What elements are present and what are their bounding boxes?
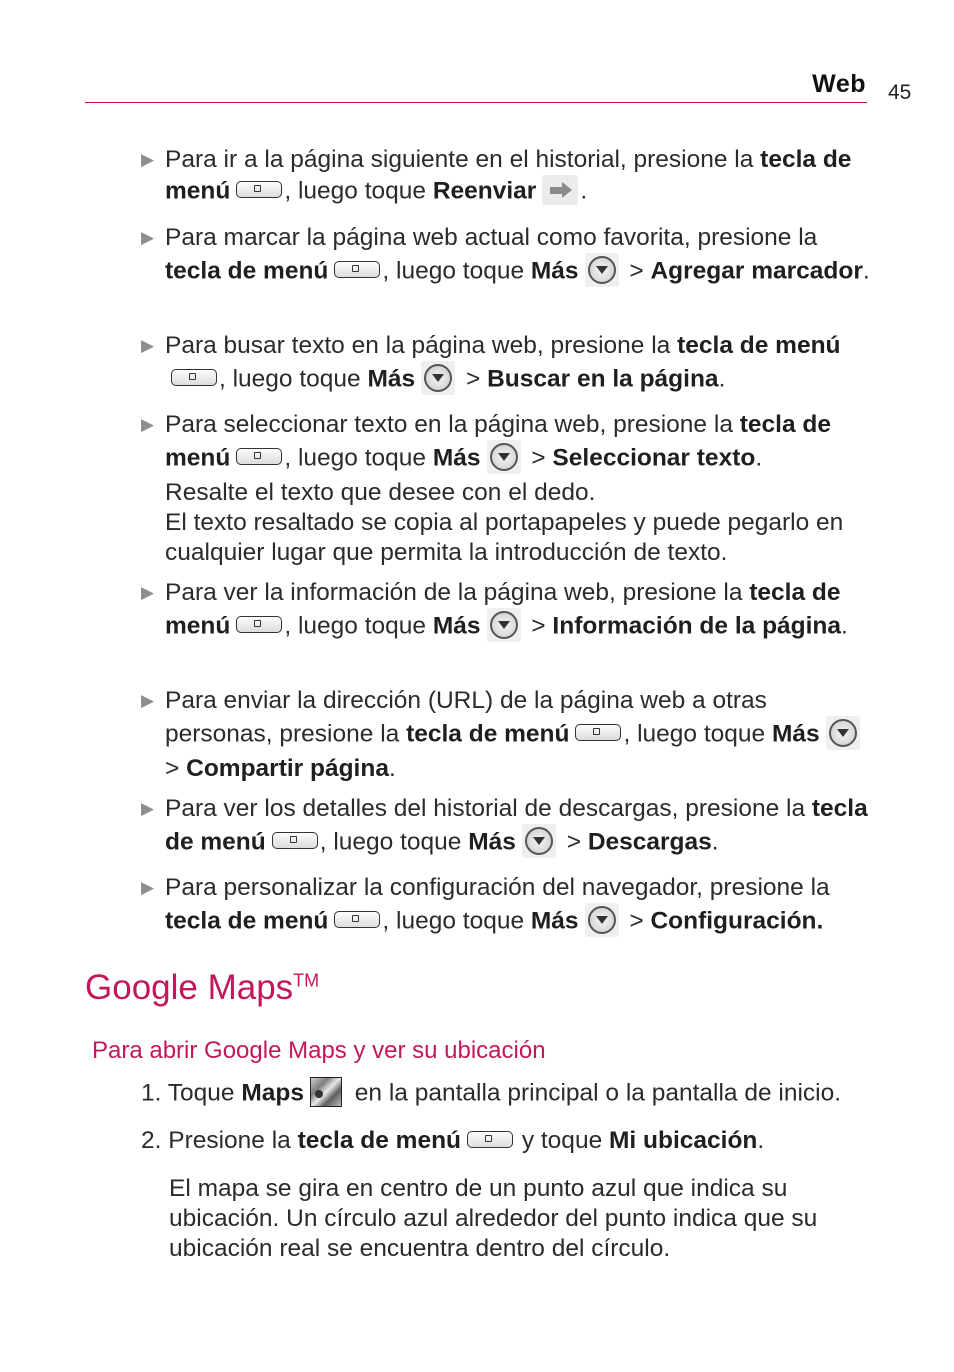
header-title: Web — [812, 70, 866, 98]
menu-key-icon — [272, 832, 318, 849]
bullet-share-page: ▶ Para enviar la dirección (URL) de la página web a otras personas, presione la tecla de menú , luego toque Más > Compartir página. — [141, 686, 876, 784]
menu-key-icon — [236, 181, 282, 198]
more-icon — [585, 903, 619, 937]
page-number: 45 — [888, 81, 912, 104]
bullet-arrow-icon: ▶ — [141, 415, 155, 434]
bullet-arrow-icon: ▶ — [141, 150, 155, 169]
map-description: El mapa se gira en centro de un punto azul que indica su ubicación. Un círculo azul alrededor del punto indica que su ubicación real se encuentra dentro del círculo. — [169, 1175, 818, 1262]
more-icon — [522, 824, 556, 858]
trademark-mark: TM — [293, 970, 320, 991]
menu-key-icon — [334, 911, 380, 928]
header-divider — [85, 102, 867, 103]
subsection-title: Para abrir Google Maps y ver su ubicación — [92, 1037, 546, 1064]
menu-key-icon — [575, 724, 621, 741]
menu-key-icon — [171, 369, 217, 386]
step-1: 1. Toque Maps en la pantalla principal o la pantalla de inicio. — [141, 1077, 881, 1111]
menu-key-icon — [334, 261, 380, 278]
more-icon — [487, 440, 521, 474]
bullet-bookmark: ▶ Para marcar la página web actual como favorita, presione la tecla de menú , luego toque Más > Agregar marcador. — [141, 223, 876, 291]
section-title: Google Maps™ — [85, 968, 320, 1007]
more-icon — [585, 253, 619, 287]
more-icon — [421, 361, 455, 395]
forward-icon — [542, 175, 578, 205]
bullet-arrow-icon: ▶ — [141, 691, 155, 710]
bullet-arrow-icon: ▶ — [141, 799, 155, 818]
bullet-arrow-icon: ▶ — [141, 583, 155, 602]
more-icon — [487, 608, 521, 642]
bullet-arrow-icon: ▶ — [141, 336, 155, 355]
maps-app-icon — [310, 1077, 342, 1107]
menu-key-icon — [236, 616, 282, 633]
menu-key-icon — [467, 1131, 513, 1148]
more-icon — [826, 716, 860, 750]
step-2: 2. Presione la tecla de menú y toque Mi ubicación. — [141, 1127, 765, 1154]
bullet-settings: ▶ Para personalizar la configuración del navegador, presione la tecla de menú , luego toque Más > Configuración. — [141, 873, 876, 941]
bullet-search-text: ▶ Para busar texto en la página web, presione la tecla de menú, luego toque Más > Buscar en la página. — [141, 331, 876, 399]
menu-key-icon — [236, 448, 282, 465]
bullet-forward: ▶ Para ir a la página siguiente en el historial, presione la tecla de menú , luego toque Reenviar . — [141, 146, 852, 205]
bullet-select-text: ▶ Para seleccionar texto en la página web, presione la tecla de menú , luego toque Más > Seleccionar texto. Resalte el texto que desee con el dedo. El texto resaltado se copia al portapapeles y puede pegarlo en cualquier lugar que permita la introducción de texto. — [141, 411, 844, 566]
bullet-downloads: ▶ Para ver los detalles del historial de descargas, presione la tecla de menú , luego toque Más > Descargas. — [141, 794, 876, 862]
bullet-page-info: ▶ Para ver la información de la página web, presione la tecla de menú , luego toque Más > Información de la página. — [141, 578, 876, 646]
bullet-arrow-icon: ▶ — [141, 878, 155, 897]
bullet-arrow-icon: ▶ — [141, 228, 155, 247]
